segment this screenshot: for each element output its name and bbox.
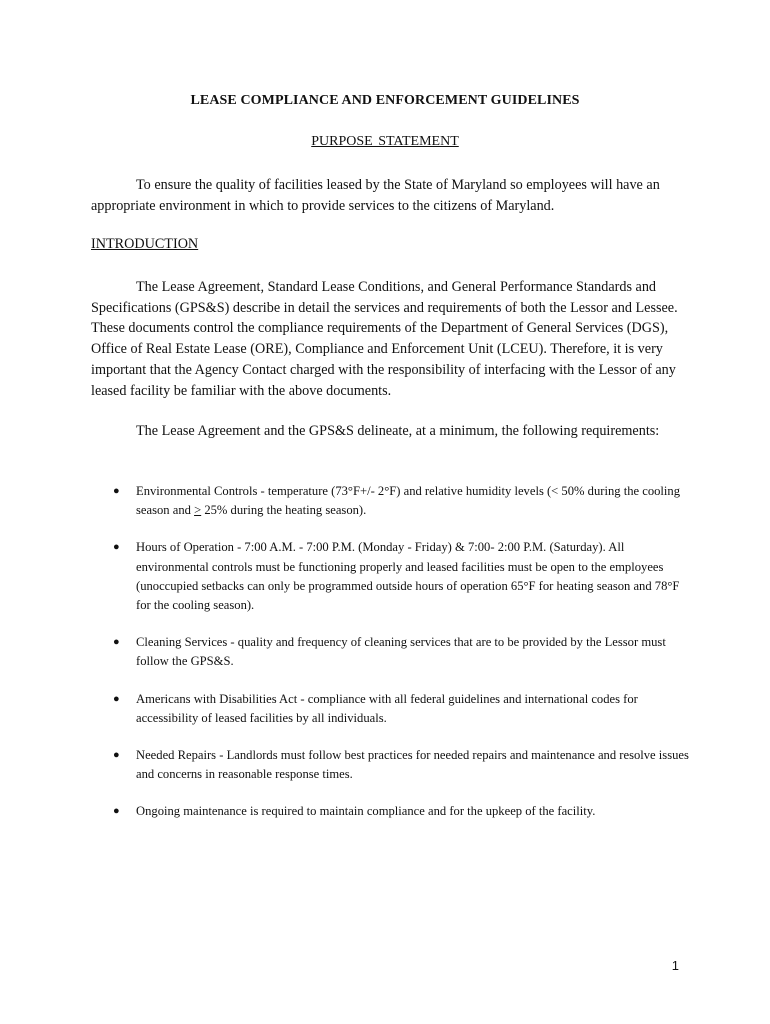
requirements-list bbox=[91, 482, 691, 840]
bullet-icon: ● bbox=[113, 692, 120, 705]
list-item bbox=[91, 633, 691, 671]
list-item bbox=[91, 482, 691, 520]
list-item-text: Cleaning Services - quality and frequency of cleaning services that are to be provided by the Lessor must follow the GPS&S. bbox=[136, 635, 666, 669]
document-title: LEASE COMPLIANCE AND ENFORCEMENT GUIDELINES bbox=[190, 93, 580, 108]
list-item-text: Hours of Operation - 7:00 A.M. - 7:00 P.M. (Monday - Friday) & 7:00- 2:00 P.M. (Saturday). All environmental controls must be functioning properly and leased facilities must be open to the employees (unoccupied setbacks can only be programmed outside hours of operation 65°F for heating season and 78°F for the cooling season). bbox=[136, 540, 680, 613]
list-item bbox=[91, 802, 691, 821]
requirements-paragraph bbox=[91, 421, 691, 442]
introduction-heading: INTRODUCTION bbox=[91, 236, 199, 252]
bullet-icon: ● bbox=[113, 485, 120, 497]
bullet-icon: ● bbox=[113, 749, 120, 762]
introduction-text: The Lease Agreement, Standard Lease Conditions, and General Performance Standards and Specifications (GPS&S) describe in detail the services and requirements of both the Lessor and Lessee. These documents control the compliance requirements of the Department of General Services (DGS), Office of Real Estate Lease (ORE), Compliance and Enforcement Unit (LCEU). Therefore, it is very important that the Agency Contact charged with the responsibility of interfacing with the Lessor of any leased facility be familiar with the above documents. bbox=[91, 279, 678, 399]
greater-equal-symbol: > bbox=[194, 503, 202, 518]
list-item-text: Ongoing maintenance is required to maintain compliance and for the upkeep of the facility. bbox=[136, 804, 596, 819]
list-item bbox=[91, 538, 691, 615]
bullet-icon: ● bbox=[113, 636, 120, 649]
purpose-text: To ensure the quality of facilities leased by the State of Maryland so employees will have an appropriate environment in which to provide services to the citizens of Maryland. bbox=[91, 177, 660, 214]
list-item bbox=[91, 690, 691, 728]
list-item-text: Americans with Disabilities Act - compliance with all federal guidelines and international codes for accessibility of leased facilities by all individuals. bbox=[136, 691, 638, 725]
introduction-paragraph bbox=[91, 277, 691, 401]
list-item-text: 25% during the heating season). bbox=[201, 503, 367, 518]
list-item-text: Environmental Controls - temperature (73°F+/- 2°F) and relative humidity levels (< 50% during the cooling season and bbox=[136, 484, 681, 518]
requirements-text: The Lease Agreement and the GPS&S delineate, at a minimum, the following requirements: bbox=[136, 423, 660, 439]
list-item-text: Needed Repairs - Landlords must follow best practices for needed repairs and maintenance and resolve issues and concerns in reasonable response times. bbox=[136, 748, 689, 782]
list-item bbox=[91, 746, 691, 784]
purpose-statement-heading: PURPOSE STATEMENT bbox=[311, 134, 459, 149]
bullet-icon: ● bbox=[113, 805, 120, 818]
bullet-icon: ● bbox=[113, 541, 120, 554]
page-number: 1 bbox=[671, 958, 679, 973]
purpose-paragraph bbox=[91, 175, 691, 216]
